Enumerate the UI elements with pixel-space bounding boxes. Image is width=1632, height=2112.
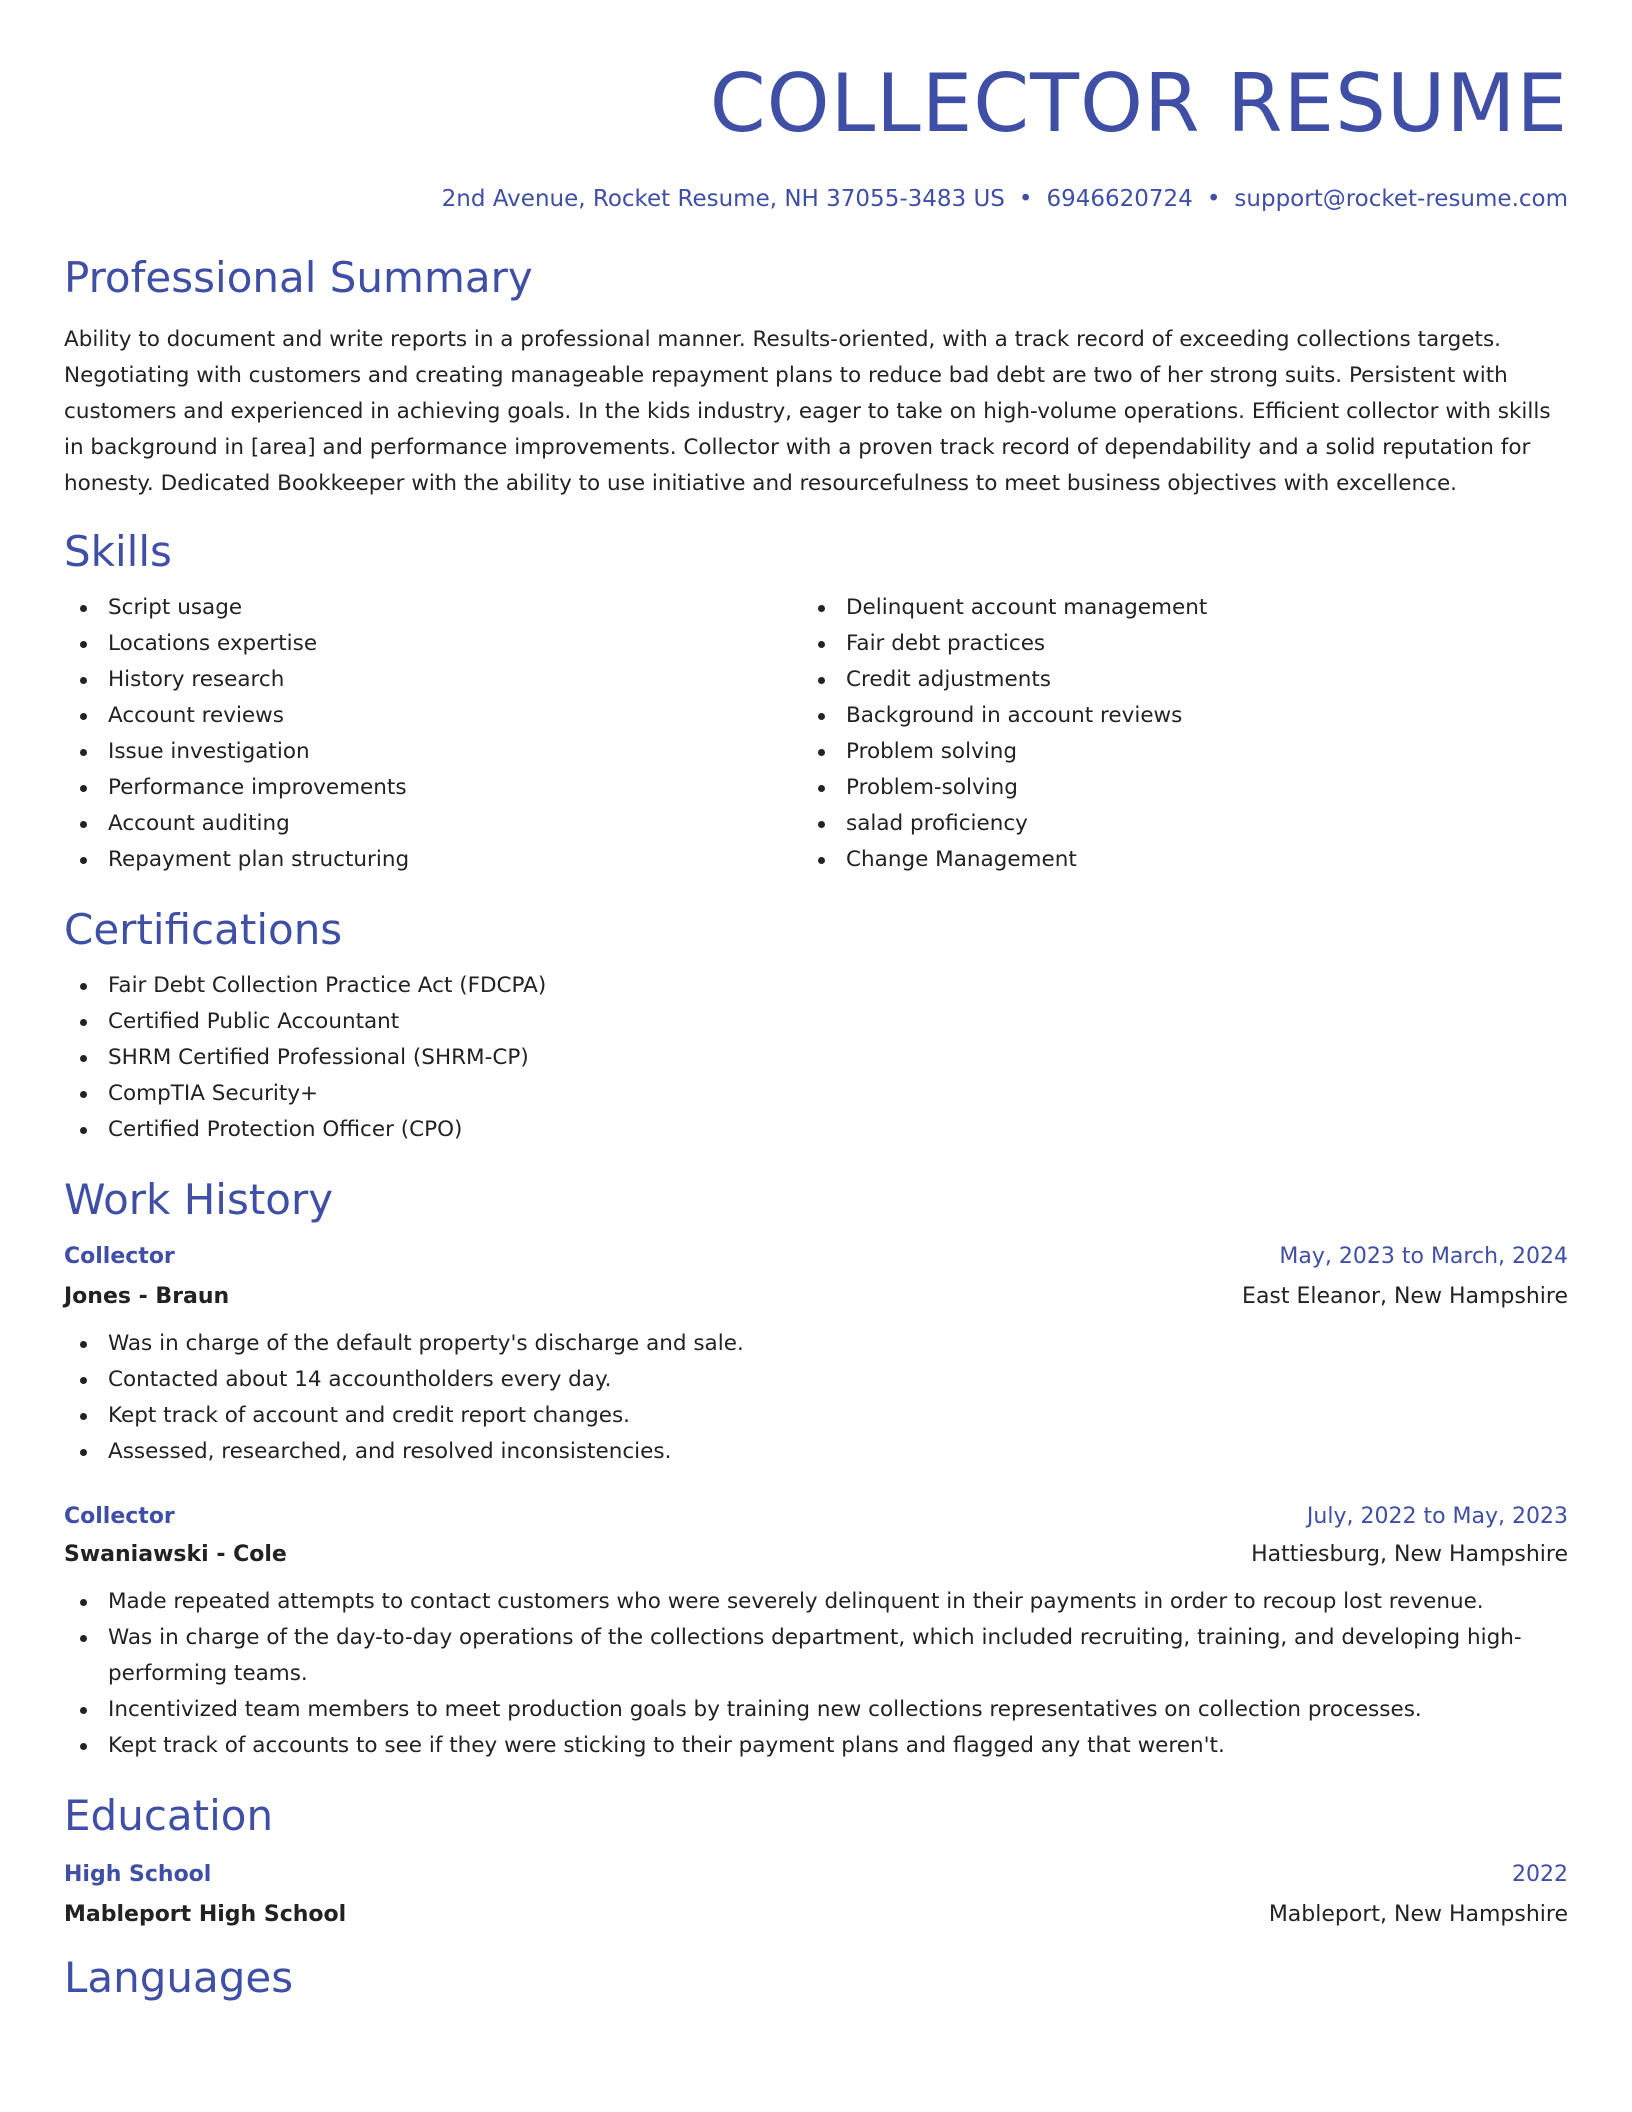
languages-title: Languages: [64, 1953, 294, 2002]
certification-item: SHRM Certified Professional (SHRM-CP): [64, 1040, 1568, 1076]
skill-item: Issue investigation: [64, 734, 802, 770]
job-header-row: [64, 1502, 1568, 1532]
skills-column-right: [802, 590, 1540, 878]
contact-phone: 6946620724: [1046, 186, 1193, 212]
job-location: East Eleanor, New Hampshire: [1242, 1284, 1568, 1309]
skill-item: Change Management: [802, 842, 1540, 878]
resume-header: [64, 0, 1568, 214]
job-dates: May, 2023 to March, 2024: [1279, 1244, 1568, 1269]
education-degree: High School: [64, 1862, 212, 1887]
job-company: Jones - Braun: [64, 1284, 230, 1309]
contact-email: support@rocket-resume.com: [1234, 186, 1568, 212]
job-bullet: Assessed, researched, and resolved inconsistencies.: [64, 1434, 1568, 1470]
education-year: 2022: [1512, 1862, 1568, 1887]
skill-item: salad proficiency: [802, 806, 1540, 842]
skill-item: Account auditing: [64, 806, 802, 842]
job-bullet: Made repeated attempts to contact customers who were severely delinquent in their payments in order to recoup lost revenue.: [64, 1584, 1568, 1620]
summary-text: Ability to document and write reports in a professional manner. Results-oriented, with a track record of exceeding collections targets. Negotiating with customers and creating manageable repayment plans to reduce bad debt are two of her strong suits. Persistent with customers and experienced in achieving goals. In the kids industry, eager to take on high-volume operations. Efficient collector with skills in background in [area] and performance improvements. Collector with a proven track record of dependability and a solid reputation for honesty. Dedicated Bookkeeper with the ability to use initiative and resourcefulness to meet business objectives with excellence.: [64, 327, 1551, 496]
certifications-title: Certifications: [64, 905, 343, 954]
resume-name: COLLECTOR RESUME: [709, 57, 1568, 150]
job-company: Swaniawski - Cole: [64, 1542, 287, 1567]
skills-section: [64, 526, 1568, 878]
certification-item: Certified Protection Officer (CPO): [64, 1112, 1568, 1148]
skill-item: Script usage: [64, 590, 802, 626]
skills-column-left: [64, 590, 802, 878]
education-location: Mableport, New Hampshire: [1268, 1902, 1568, 1927]
job-dates: July, 2022 to May, 2023: [1306, 1504, 1568, 1529]
contact-separator: •: [1018, 186, 1033, 212]
skills-grid: [64, 590, 1568, 878]
skill-item: Account reviews: [64, 698, 802, 734]
certifications-section: [64, 904, 1568, 1148]
education-header-row: [64, 1860, 1568, 1890]
education-title: Education: [64, 1791, 274, 1840]
skill-item: Locations expertise: [64, 626, 802, 662]
job-bullet: Was in charge of the day-to-day operations of the collections department, which included recruiting, training, and developing high-performing teams.: [64, 1620, 1568, 1692]
contact-line: [64, 184, 1568, 214]
skills-title: Skills: [64, 527, 172, 576]
job-title: Collector: [64, 1244, 175, 1269]
job-bullet: Was in charge of the default property's discharge and sale.: [64, 1326, 1568, 1362]
job-header-row: [64, 1242, 1568, 1272]
job-bullet: Incentivized team members to meet production goals by training new collections representatives on collection processes.: [64, 1692, 1568, 1728]
job-title: Collector: [64, 1504, 175, 1529]
summary-title: Professional Summary: [64, 253, 533, 302]
skill-item: History research: [64, 662, 802, 698]
contact-address: 2nd Avenue, Rocket Resume, NH 37055-3483 US: [441, 186, 1005, 212]
job-company-row: [64, 1540, 1568, 1570]
work-history-section: [64, 1174, 1568, 1764]
skill-item: Fair debt practices: [802, 626, 1540, 662]
job-bullet: Kept track of accounts to see if they were sticking to their payment plans and flagged any that weren't.: [64, 1728, 1568, 1764]
education-school: Mableport High School: [64, 1902, 347, 1927]
summary-section: [64, 252, 1568, 502]
education-school-row: [64, 1900, 1568, 1930]
skill-item: Credit adjustments: [802, 662, 1540, 698]
job-bullet: Contacted about 14 accountholders every day.: [64, 1362, 1568, 1398]
skill-item: Background in account reviews: [802, 698, 1540, 734]
certification-item: CompTIA Security+: [64, 1076, 1568, 1112]
skill-item: Problem-solving: [802, 770, 1540, 806]
certification-item: Certified Public Accountant: [64, 1004, 1568, 1040]
job-entry: [64, 1242, 1568, 1470]
job-location: Hattiesburg, New Hampshire: [1251, 1542, 1568, 1567]
job-entry: [64, 1502, 1568, 1764]
skill-item: Performance improvements: [64, 770, 802, 806]
job-bullet: Kept track of account and credit report changes.: [64, 1398, 1568, 1434]
skill-item: Problem solving: [802, 734, 1540, 770]
job-company-row: [64, 1282, 1568, 1312]
skill-item: Delinquent account management: [802, 590, 1540, 626]
languages-section: [64, 1952, 1568, 2004]
contact-separator: •: [1206, 186, 1221, 212]
skill-item: Repayment plan structuring: [64, 842, 802, 878]
certification-item: Fair Debt Collection Practice Act (FDCPA): [64, 968, 1568, 1004]
work-history-title: Work History: [64, 1175, 334, 1224]
education-section: [64, 1790, 1568, 1930]
